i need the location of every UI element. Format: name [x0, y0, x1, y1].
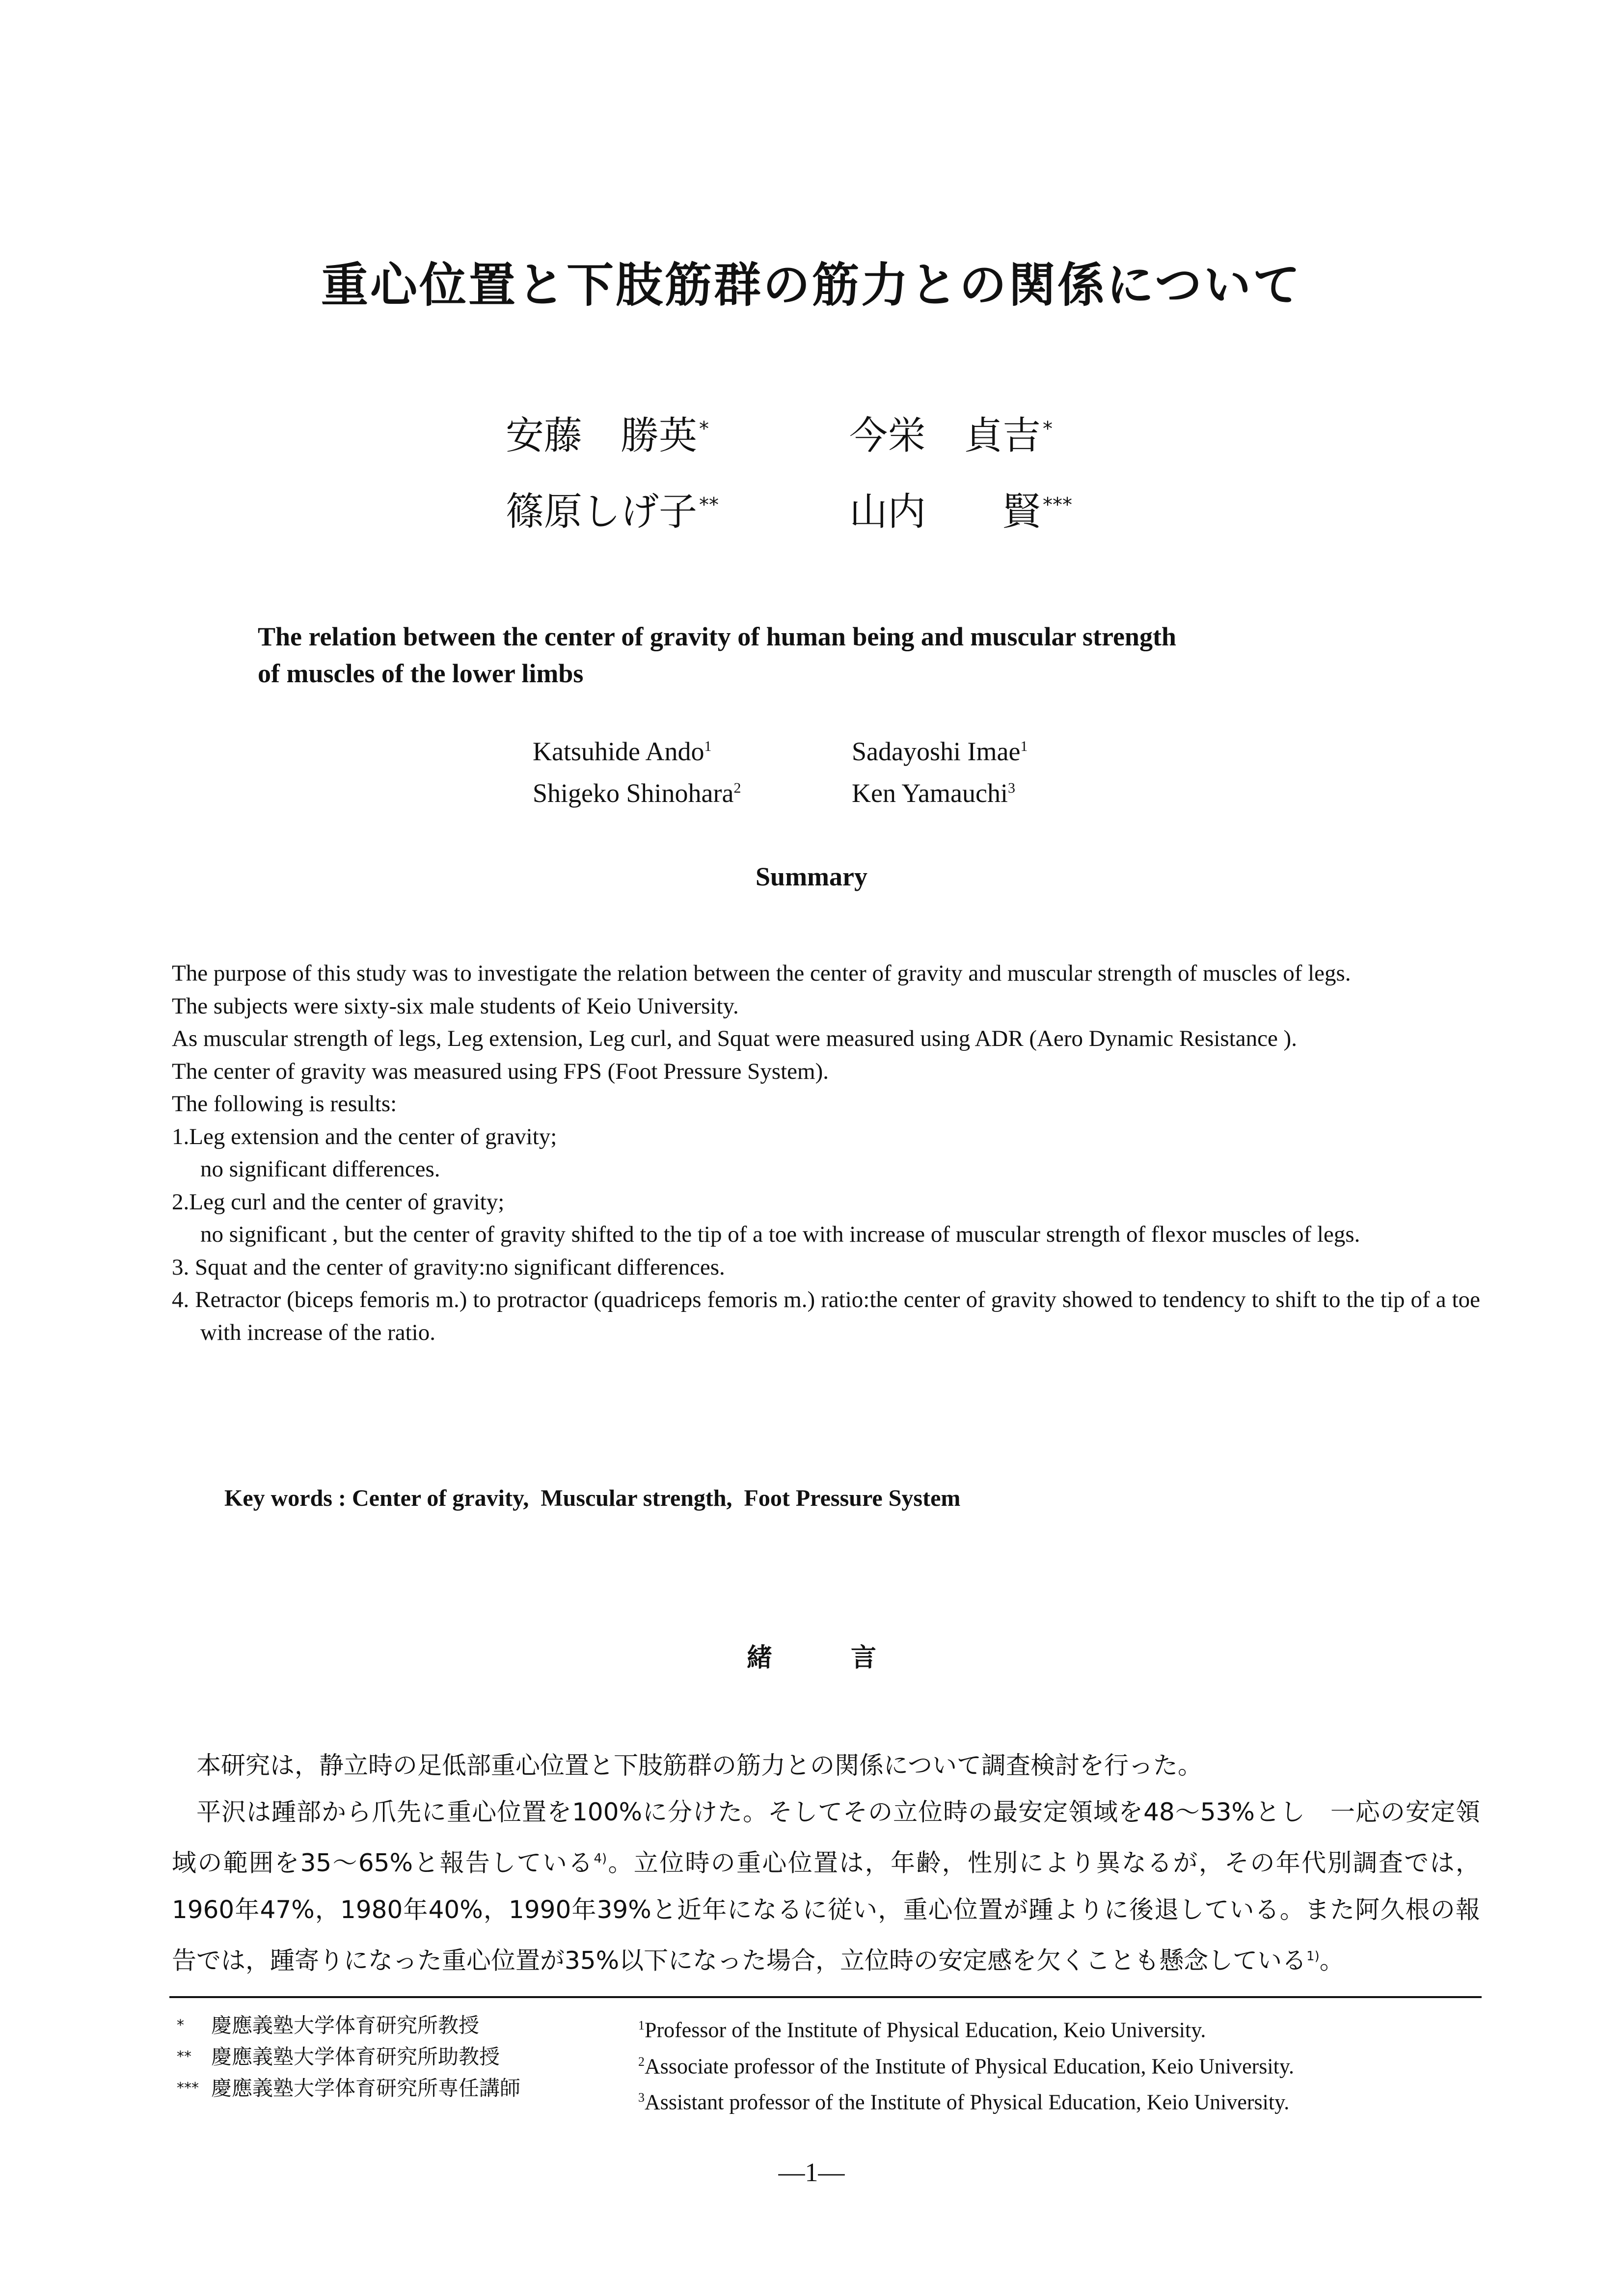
- footnotes-en: [638, 2010, 1294, 2118]
- abstract-paragraph: The following is results:: [172, 1091, 397, 1117]
- footnote-text: 慶應義塾大学体育研究所教授: [211, 2013, 480, 2037]
- result-number: 3.: [172, 1254, 189, 1280]
- result-item-2: [172, 1186, 1480, 1251]
- footnote-jp-3: [177, 2073, 520, 2104]
- citation-ref[interactable]: 4): [594, 1851, 607, 1866]
- author-en-mark: 1: [1020, 738, 1028, 754]
- result-body: no significant , but the center of gravity shifted to the tip of a toe with increase of muscular strength of flexor muscles of legs.: [200, 1222, 1360, 1247]
- intro-paragraph-2: [172, 1789, 1480, 1984]
- abstract-paragraph: As muscular strength of legs, Leg extension, Leg curl, and Squat were measured using ADR (Aero Dynamic Resistance ).: [172, 1026, 1297, 1051]
- author-en-2: [852, 736, 1028, 767]
- paper-title-en-line: of muscles of the lower limbs: [258, 659, 584, 688]
- footnotes-jp: [177, 2010, 520, 2104]
- author-en-3: [533, 778, 741, 808]
- author-en-mark: 3: [1007, 780, 1015, 796]
- footnote-mark: 3: [638, 2090, 645, 2105]
- footnote-mark: ***: [177, 2080, 199, 2097]
- result-heading: Squat and the center of gravity:no significant differences.: [189, 1254, 725, 1280]
- author-jp-1: [506, 405, 709, 460]
- intro-text: 平沢は踵部から爪先に重心位置を100%に分けた。そしてその立位時の最安定領域を48〜53%とし 一応の安定領域の範囲を35〜65%と報告している: [172, 1798, 1480, 1877]
- author-jp-name: 篠原しげ子: [506, 490, 698, 534]
- introduction-body: [172, 1742, 1480, 1984]
- footnote-mark: 2: [638, 2054, 645, 2069]
- author-jp-2: [849, 405, 1053, 460]
- keywords-list: Center of gravity, Muscular strength, Foot Pressure System: [352, 1485, 961, 1511]
- author-jp-mark: ***: [1043, 494, 1073, 516]
- citation-ref[interactable]: 1): [1306, 1949, 1320, 1964]
- footnote-en-2: [638, 2046, 1294, 2082]
- result-heading: Leg extension and the center of gravity;: [189, 1123, 557, 1149]
- abstract-paragraph: The subjects were sixty-six male students of Keio University.: [172, 993, 739, 1019]
- author-jp-4: [849, 481, 1072, 536]
- footnote-text: Associate professor of the Institute of Physical Education, Keio University.: [645, 2054, 1294, 2079]
- paper-title-en: [258, 618, 1387, 692]
- author-jp-name: 今栄 貞吉: [849, 414, 1041, 458]
- author-jp-name: 安藤 勝英: [506, 414, 698, 458]
- author-jp-mark: **: [699, 494, 719, 516]
- author-en-mark: 1: [704, 738, 712, 754]
- author-jp-mark: *: [1043, 418, 1053, 440]
- intro-text: 。立位時の重心位置は，年齢，性別により異なるが，その年代別調査では，1960年47%，1980年40%，1990年39%と近年になるに従い，重心位置が踵よりに後退している。また阿久根の報告では，踵寄りになった重心位置が35%以下になった場合，立位時の安定感を欠くことも懸念している: [172, 1848, 1480, 1975]
- footnote-mark: 1: [638, 2018, 645, 2032]
- keywords: [224, 1485, 960, 1512]
- summary-heading: Summary: [756, 862, 867, 891]
- author-en-name: Sadayoshi Imae: [852, 737, 1021, 766]
- footnote-divider: [169, 1996, 1482, 1998]
- footnote-jp-2: [177, 2041, 520, 2073]
- paper-title-en-line: The relation between the center of gravity of human being and muscular strength: [258, 622, 1176, 651]
- author-en-name: Shigeko Shinohara: [533, 778, 734, 808]
- page-number: —1—: [778, 2158, 845, 2187]
- keywords-label: Key words :: [224, 1485, 352, 1511]
- author-en-name: Ken Yamauchi: [852, 778, 1008, 808]
- result-heading: Leg curl and the center of gravity;: [189, 1189, 505, 1215]
- footnote-jp-1: [177, 2010, 520, 2041]
- footnote-mark: **: [177, 2048, 191, 2065]
- abstract-paragraph: The center of gravity was measured using FPS (Foot Pressure System).: [172, 1058, 829, 1084]
- footnote-text: Assistant professor of the Institute of Physical Education, Keio University.: [645, 2090, 1290, 2114]
- author-jp-name: 山内 賢: [849, 490, 1041, 534]
- footnote-text: 慶應義塾大学体育研究所専任講師: [211, 2076, 521, 2100]
- result-item-1: [172, 1121, 1480, 1186]
- section-heading-introduction: 緒言: [746, 1643, 955, 1673]
- footnote-mark: *: [177, 2017, 184, 2034]
- footnote-text: 慶應義塾大学体育研究所助教授: [211, 2045, 500, 2069]
- abstract-paragraph: The purpose of this study was to investigate the relation between the center of gravity and muscular strength of muscles of legs.: [172, 961, 1351, 986]
- footnote-text: Professor of the Institute of Physical Education, Keio University.: [645, 2018, 1206, 2042]
- author-en-name: Katsuhide Ando: [533, 737, 704, 766]
- result-item-3: [172, 1251, 1480, 1284]
- intro-paragraph-1: 本研究は，静立時の足低部重心位置と下肢筋群の筋力との関係について調査検討を行った。: [196, 1751, 1202, 1780]
- author-jp-3: [506, 481, 719, 536]
- footnote-en-1: [638, 2010, 1294, 2046]
- abstract: [172, 957, 1480, 1349]
- result-number: 2.: [172, 1189, 189, 1215]
- result-item-4: [172, 1283, 1480, 1349]
- result-number: 1.: [172, 1123, 189, 1149]
- intro-text: 。: [1319, 1946, 1344, 1975]
- footnote-en-3: [638, 2082, 1294, 2118]
- author-en-mark: 2: [733, 780, 741, 796]
- result-number: 4.: [172, 1287, 189, 1312]
- result-heading: Retractor (biceps femoris m.) to protractor (quadriceps femoris m.) ratio:the center of gravity showed to tendency to shift to the tip of a toe with increase of the ratio.: [189, 1287, 1480, 1345]
- author-en-4: [852, 778, 1015, 808]
- author-jp-mark: *: [699, 418, 709, 440]
- result-body: no significant differences.: [200, 1156, 440, 1182]
- author-en-1: [533, 736, 711, 767]
- paper-title-jp: 重心位置と下肢筋群の筋力との関係について: [321, 257, 1302, 313]
